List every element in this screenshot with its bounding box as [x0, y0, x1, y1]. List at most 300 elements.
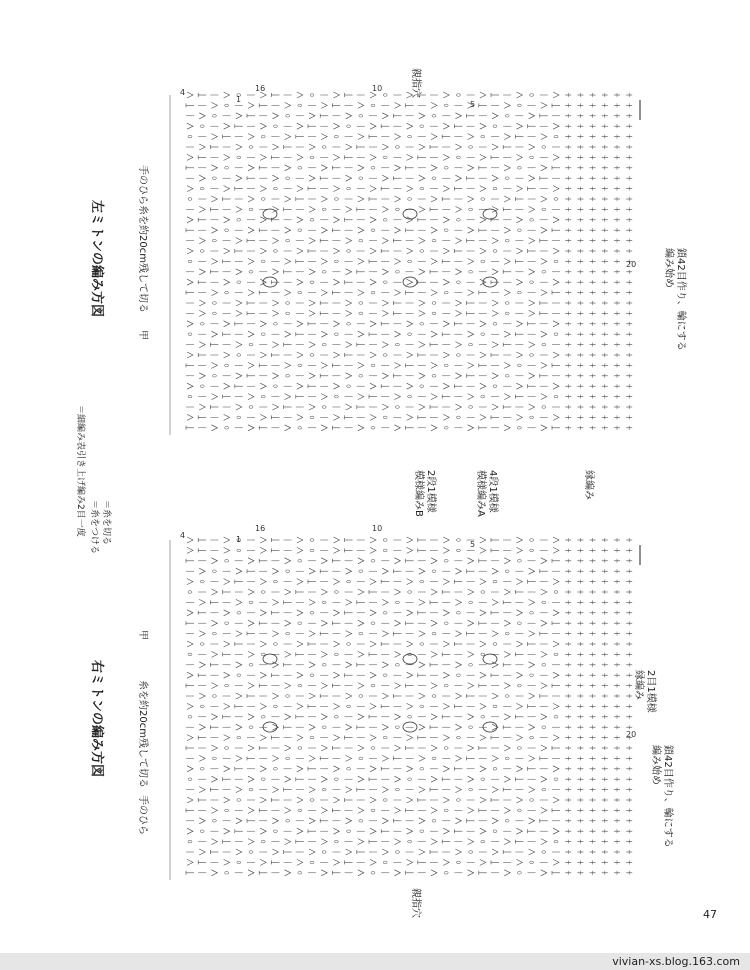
- right-v-stitch: [419, 849, 425, 855]
- left-v-stitch: [321, 394, 327, 400]
- left-v-stitch: [431, 196, 437, 202]
- right-v-stitch: [211, 714, 217, 720]
- right-chain: [432, 757, 436, 760]
- left-chain: [420, 323, 424, 326]
- left-v-stitch: [455, 342, 461, 348]
- right-v-stitch: [370, 537, 376, 543]
- left-v-stitch: [297, 279, 303, 285]
- left-v-stitch: [382, 342, 388, 348]
- right-v-stitch: [407, 610, 413, 616]
- right-v-stitch: [224, 579, 230, 585]
- left-v-stitch: [248, 331, 254, 337]
- left-chain: [322, 146, 326, 149]
- left-chain: [212, 312, 216, 315]
- left-chain: [273, 385, 277, 388]
- right-v-stitch: [224, 537, 230, 543]
- right-v-stitch: [260, 735, 266, 741]
- left-v-stitch: [309, 206, 315, 212]
- right-v-stitch: [321, 683, 327, 689]
- right-chain: [322, 851, 326, 854]
- left-chain: [334, 333, 338, 336]
- left-v-stitch: [455, 144, 461, 150]
- left-chain: [200, 250, 204, 253]
- left-v-stitch: [285, 227, 291, 233]
- left-chain: [237, 156, 241, 159]
- right-v-stitch: [370, 547, 376, 553]
- left-v-stitch: [248, 394, 254, 400]
- left-chain: [542, 343, 546, 346]
- right-chain: [322, 601, 326, 604]
- left-v-stitch: [187, 321, 193, 327]
- left-v-stitch: [504, 134, 510, 140]
- right-v-stitch: [346, 787, 352, 793]
- right-v-stitch: [468, 683, 474, 689]
- left-v-stitch: [516, 154, 522, 160]
- left-chain: [530, 281, 534, 284]
- right-chain: [469, 851, 473, 854]
- right-v-stitch: [236, 787, 242, 793]
- left-v-stitch: [419, 144, 425, 150]
- right-chain: [493, 580, 497, 583]
- left-chain: [530, 156, 534, 159]
- left-chain: [530, 354, 534, 357]
- left-v-stitch: [333, 279, 339, 285]
- right-v-stitch: [541, 589, 547, 595]
- right-chain: [395, 601, 399, 604]
- left-v-stitch: [455, 269, 461, 275]
- left-chain: [359, 302, 363, 305]
- left-v-stitch: [382, 144, 388, 150]
- left-chain: [225, 427, 229, 430]
- left-v-stitch: [321, 227, 327, 233]
- right-v-stitch: [370, 828, 376, 834]
- left-v-stitch: [346, 404, 352, 410]
- left-v-stitch: [260, 352, 266, 358]
- right-v-stitch: [394, 683, 400, 689]
- left-v-stitch: [199, 175, 205, 181]
- pattern-a-repeat: 4段1模様: [487, 470, 498, 513]
- left-v-stitch: [333, 414, 339, 420]
- right-chain: [530, 612, 534, 615]
- right-v-stitch: [297, 537, 303, 543]
- left-chain: [395, 343, 399, 346]
- right-v-stitch: [382, 568, 388, 574]
- left-v-stitch: [297, 123, 303, 129]
- left-v-stitch: [358, 425, 364, 431]
- right-v-stitch: [187, 828, 193, 834]
- left-v-stitch: [492, 269, 498, 275]
- right-chain: [200, 580, 204, 583]
- right-row10: 10: [372, 524, 383, 533]
- right-bobble: [483, 654, 497, 664]
- right-chain: [383, 736, 387, 739]
- left-v-stitch: [211, 227, 217, 233]
- right-v-stitch: [516, 859, 522, 865]
- left-v-stitch: [394, 165, 400, 171]
- right-v-stitch: [260, 672, 266, 678]
- left-v-stitch: [492, 113, 498, 119]
- right-v-stitch: [553, 579, 559, 585]
- right-v-stitch: [553, 859, 559, 865]
- right-v-stitch: [541, 745, 547, 751]
- right-chain: [249, 851, 253, 854]
- left-v-stitch: [199, 113, 205, 119]
- right-v-stitch: [333, 797, 339, 803]
- right-v-stitch: [236, 849, 242, 855]
- right-v-stitch: [407, 547, 413, 553]
- left-v-stitch: [419, 342, 425, 348]
- right-v-stitch: [211, 683, 217, 689]
- left-row10: 10: [372, 84, 383, 93]
- left-chain: [395, 208, 399, 211]
- right-v-stitch: [285, 870, 291, 876]
- right-v-stitch: [516, 797, 522, 803]
- left-v-stitch: [419, 113, 425, 119]
- legend-item-3: ＝糸を切る: [101, 500, 111, 546]
- left-v-stitch: [370, 352, 376, 358]
- right-v-stitch: [309, 599, 315, 605]
- left-chain: [456, 281, 460, 284]
- left-v-stitch: [419, 175, 425, 181]
- right-v-stitch: [468, 620, 474, 626]
- left-v-stitch: [309, 113, 315, 119]
- left-v-stitch: [382, 175, 388, 181]
- left-chain: [225, 229, 229, 232]
- left-chain: [542, 406, 546, 409]
- right-chain: [542, 664, 546, 667]
- left-v-stitch: [468, 227, 474, 233]
- left-v-stitch: [224, 123, 230, 129]
- left-chain: [383, 156, 387, 159]
- right-v-stitch: [297, 672, 303, 678]
- right-v-stitch: [529, 662, 535, 668]
- left-v-stitch: [248, 102, 254, 108]
- left-v-stitch: [236, 238, 242, 244]
- right-v-stitch: [211, 807, 217, 813]
- left-row16: 16: [255, 84, 266, 93]
- left-v-stitch: [431, 362, 437, 368]
- left-v-stitch: [529, 175, 535, 181]
- left-chain: [286, 177, 290, 180]
- right-chain: [530, 539, 534, 542]
- left-chain: [554, 135, 558, 138]
- right-v-stitch: [492, 693, 498, 699]
- right-chain: [542, 726, 546, 729]
- page-number: 47: [703, 908, 717, 921]
- right-v-stitch: [443, 672, 449, 678]
- left-chain: [334, 395, 338, 398]
- right-v-stitch: [443, 537, 449, 543]
- left-v-stitch: [492, 310, 498, 316]
- right-chain: [542, 788, 546, 791]
- left-chain: [322, 343, 326, 346]
- left-chain: [456, 156, 460, 159]
- right-v-stitch: [553, 828, 559, 834]
- right-v-stitch: [541, 620, 547, 626]
- right-v-stitch: [236, 568, 242, 574]
- right-v-stitch: [419, 755, 425, 761]
- left-v-stitch: [285, 196, 291, 202]
- right-v-stitch: [443, 579, 449, 585]
- left-v-stitch: [187, 154, 193, 160]
- left-chain: [249, 146, 253, 149]
- right-v-stitch: [431, 589, 437, 595]
- right-v-stitch: [407, 766, 413, 772]
- right-v-stitch: [248, 714, 254, 720]
- right-v-stitch: [504, 870, 510, 876]
- left-chain: [286, 239, 290, 242]
- right-chain: [481, 653, 485, 656]
- right-v-stitch: [468, 651, 474, 657]
- left-chain: [371, 104, 375, 107]
- right-chain: [347, 768, 351, 771]
- right-v-stitch: [211, 776, 217, 782]
- left-v-stitch: [407, 352, 413, 358]
- left-v-stitch: [346, 310, 352, 316]
- left-chain: [273, 125, 277, 128]
- right-chain: [237, 861, 241, 864]
- right-chain: [408, 716, 412, 719]
- right-row16: 16: [255, 524, 266, 533]
- left-v-stitch: [297, 186, 303, 192]
- right-v-stitch: [370, 672, 376, 678]
- right-chain: [456, 799, 460, 802]
- left-v-stitch: [407, 248, 413, 254]
- right-chain: [542, 851, 546, 854]
- right-chain: [237, 674, 241, 677]
- right-chain: [517, 684, 521, 687]
- right-chain: [212, 757, 216, 760]
- right-v-stitch: [370, 641, 376, 647]
- left-v-stitch: [358, 227, 364, 233]
- right-chain: [347, 705, 351, 708]
- right-v-stitch: [224, 703, 230, 709]
- left-chain: [383, 281, 387, 284]
- left-v-stitch: [248, 258, 254, 264]
- right-v-stitch: [394, 776, 400, 782]
- right-v-stitch: [480, 797, 486, 803]
- right-v-stitch: [224, 610, 230, 616]
- right-v-stitch: [211, 745, 217, 751]
- left-v-stitch: [285, 394, 291, 400]
- left-chain: [310, 219, 314, 222]
- left-v-stitch: [297, 321, 303, 327]
- right-v-stitch: [199, 818, 205, 824]
- left-v-stitch: [443, 248, 449, 254]
- left-v-stitch: [333, 123, 339, 129]
- left-v-stitch: [285, 102, 291, 108]
- right-v-stitch: [285, 651, 291, 657]
- left-v-stitch: [382, 206, 388, 212]
- left-chain: [273, 187, 277, 190]
- left-v-stitch: [321, 102, 327, 108]
- right-v-stitch: [321, 651, 327, 657]
- right-chain: [530, 736, 534, 739]
- left-chain: [286, 115, 290, 118]
- left-chain: [444, 364, 448, 367]
- left-v-stitch: [358, 258, 364, 264]
- right-chain: [310, 674, 314, 677]
- right-v-stitch: [553, 672, 559, 678]
- right-v-stitch: [236, 755, 242, 761]
- right-v-stitch: [407, 672, 413, 678]
- right-v-stitch: [346, 724, 352, 730]
- right-chain: [456, 674, 460, 677]
- left-bobble: [403, 277, 417, 287]
- left-chain: [383, 354, 387, 357]
- right-v-stitch: [333, 610, 339, 616]
- right-v-stitch: [504, 558, 510, 564]
- right-v-stitch: [394, 620, 400, 626]
- border-right-label: 縁編み: [583, 470, 594, 500]
- left-v-stitch: [272, 404, 278, 410]
- right-v-stitch: [224, 797, 230, 803]
- right-chain: [310, 736, 314, 739]
- left-v-stitch: [272, 238, 278, 244]
- right-v-stitch: [285, 714, 291, 720]
- left-v-stitch: [553, 414, 559, 420]
- left-v-stitch: [541, 362, 547, 368]
- right-v-stitch: [480, 641, 486, 647]
- left-v-stitch: [529, 113, 535, 119]
- left-v-stitch: [285, 331, 291, 337]
- left-v-stitch: [309, 238, 315, 244]
- right-v-stitch: [394, 651, 400, 657]
- right-chain: [371, 684, 375, 687]
- left-v-stitch: [492, 342, 498, 348]
- left-chain: [383, 94, 387, 97]
- right-start-note: 編み始め: [650, 745, 661, 785]
- right-v-stitch: [346, 693, 352, 699]
- left-v-stitch: [382, 373, 388, 379]
- right-row1: 1: [236, 535, 242, 544]
- right-v-stitch: [553, 641, 559, 647]
- left-chain: [212, 239, 216, 242]
- left-v-stitch: [285, 134, 291, 140]
- left-v-stitch: [541, 196, 547, 202]
- right-v-stitch: [468, 589, 474, 595]
- right-v-stitch: [541, 807, 547, 813]
- right-chain: [395, 788, 399, 791]
- left-chain: [286, 375, 290, 378]
- right-chain: [359, 757, 363, 760]
- right-chain: [371, 872, 375, 875]
- right-v-stitch: [187, 797, 193, 803]
- left-chain: [298, 291, 302, 294]
- right-row5: 5: [470, 540, 476, 549]
- right-v-stitch: [504, 620, 510, 626]
- right-v-stitch: [321, 745, 327, 751]
- left-chain: [493, 250, 497, 253]
- right-chain: [456, 549, 460, 552]
- left-chain: [469, 343, 473, 346]
- right-v-stitch: [297, 766, 303, 772]
- left-v-stitch: [260, 186, 266, 192]
- right-v-stitch: [333, 828, 339, 834]
- right-chain: [383, 612, 387, 615]
- right-v-stitch: [321, 776, 327, 782]
- right-v-stitch: [260, 828, 266, 834]
- left-v-stitch: [480, 321, 486, 327]
- left-v-stitch: [443, 154, 449, 160]
- right-v-stitch: [297, 859, 303, 865]
- left-v-stitch: [553, 186, 559, 192]
- left-v-stitch: [346, 269, 352, 275]
- right-chain: [420, 705, 424, 708]
- right-v-stitch: [419, 568, 425, 574]
- right-chain: [505, 570, 509, 573]
- left-v-stitch: [529, 144, 535, 150]
- left-chain: [261, 260, 265, 263]
- left-chain: [200, 125, 204, 128]
- right-v-stitch: [443, 641, 449, 647]
- right-v-stitch: [248, 839, 254, 845]
- right-chain: [408, 591, 412, 594]
- right-v-stitch: [455, 599, 461, 605]
- left-v-stitch: [211, 196, 217, 202]
- right-v-stitch: [468, 558, 474, 564]
- left-v-stitch: [480, 383, 486, 389]
- left-v-stitch: [455, 300, 461, 306]
- right-chain: [298, 622, 302, 625]
- right-v-stitch: [187, 547, 193, 553]
- right-chain: [383, 861, 387, 864]
- left-chain: [310, 281, 314, 284]
- right-chain: [273, 705, 277, 708]
- right-chain: [249, 664, 253, 667]
- right-chain: [310, 539, 314, 542]
- right-v-stitch: [541, 839, 547, 845]
- left-v-stitch: [382, 404, 388, 410]
- left-v-stitch: [516, 321, 522, 327]
- left-chain: [505, 177, 509, 180]
- right-chain: [188, 653, 192, 656]
- right-v-stitch: [382, 693, 388, 699]
- right-v-stitch: [492, 849, 498, 855]
- left-v-stitch: [468, 425, 474, 431]
- left-v-stitch: [553, 123, 559, 129]
- right-v-stitch: [285, 776, 291, 782]
- right-v-stitch: [504, 714, 510, 720]
- left-v-stitch: [187, 279, 193, 285]
- right-v-stitch: [248, 683, 254, 689]
- left-v-stitch: [309, 175, 315, 181]
- right-v-stitch: [358, 558, 364, 564]
- left-v-stitch: [407, 383, 413, 389]
- right-chain: [286, 695, 290, 698]
- left-chain-note: 鎖42目作り、輪にする: [675, 248, 686, 351]
- right-v-stitch: [516, 828, 522, 834]
- left-v-stitch: [394, 196, 400, 202]
- left-v-stitch: [224, 321, 230, 327]
- right-v-stitch: [358, 714, 364, 720]
- right-v-stitch: [211, 870, 217, 876]
- left-v-stitch: [211, 362, 217, 368]
- right-v-stitch: [492, 599, 498, 605]
- right-v-stitch: [321, 839, 327, 845]
- right-chain: [237, 549, 241, 552]
- right-v-stitch: [431, 620, 437, 626]
- right-chain: [444, 622, 448, 625]
- right-v-stitch: [309, 787, 315, 793]
- left-v-stitch: [187, 248, 193, 254]
- right-v-stitch: [346, 849, 352, 855]
- right-chain: [408, 778, 412, 781]
- footer-bar: [0, 953, 750, 970]
- left-bobble: [483, 209, 497, 219]
- left-chain: [310, 94, 314, 97]
- left-v-stitch: [541, 290, 547, 296]
